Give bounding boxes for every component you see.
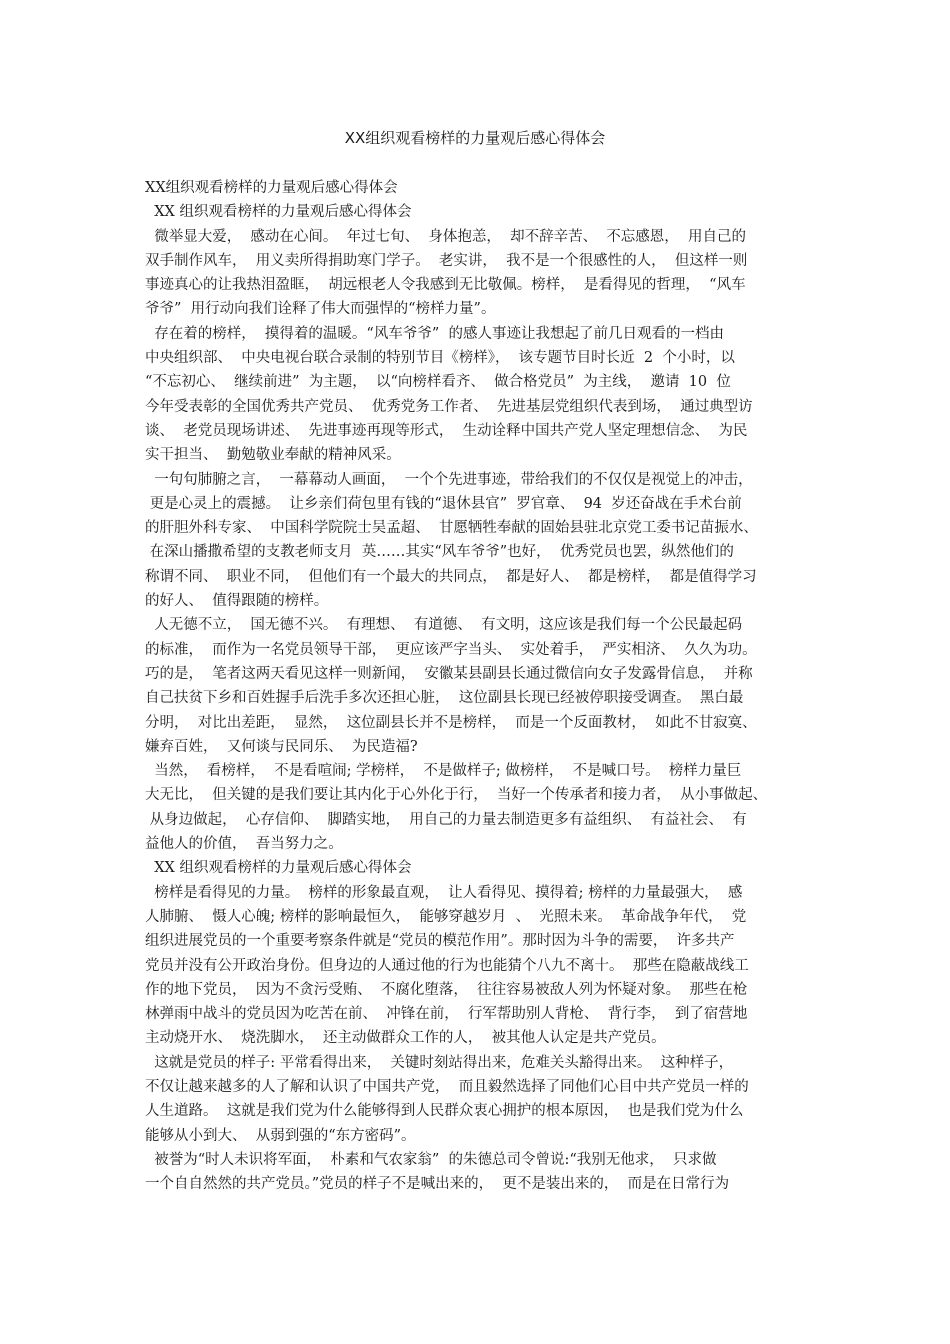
text-line: 的好人、 值得跟随的榜样。 [145,593,329,610]
text-line: XX 组织观看榜样的力量观后感心得体会 [145,860,412,877]
text-line: 中央组织部、 中央电视台联合录制的特别节目《榜样》， 该专题节目时长近 2 个小时，以 [145,350,735,367]
text-line: 大无比， 但关键的是我们要让其内化于心外化于行， 当好一个传承者和接力者， 从小事做起、 [145,787,768,804]
text-line: 这就是党员的样子: 平常看得出来， 关键时刻站得出来，危难关头豁得出来。 这种样子， [145,1054,734,1071]
text-line: XX 组织观看榜样的力量观后感心得体会 [145,204,412,221]
text-line: 组织进展党员的一个重要考察条件就是“党员的模范作用”。那时因为斗争的需要， 许多共产 [145,933,735,950]
text-line: 双手制作风车， 用义卖所得捐助寒门学子。 老实讲， 我不是一个很感性的人， 但这样一则 [145,252,748,269]
text-line: 巧的是， 笔者这两天看见这样一则新闻， 安徽某县副县长通过微信向女子发露骨信息， 并称 [145,665,753,682]
text-line: 被誉为“时人未识将军面， 朴素和气农家翁” 的朱德总司令曾说:“我别无他求， 只求做 [145,1151,717,1168]
text-line: 自己扶贫下乡和百姓握手后洗手多次还担心脏， 这位副县长现已经被停职接受调查。 黑白最 [145,690,744,707]
text-line: 林弹雨中战斗的党员因为吃苦在前、 冲锋在前， 行军帮助别人背枪、 背行李， 到了宿营地 [145,1006,748,1023]
text-line: 存在着的榜样， 摸得着的温暖。“风车爷爷” 的感人事迹让我想起了前几日观看的一档由 [145,325,724,342]
document-title: XX组织观看榜样的力量观后感心得体会 [344,129,606,147]
text-line: 实干担当、 勤勉敬业奉献的精神风采。 [145,447,401,464]
text-line: 能够从小到大、 从弱到强的“东方密码”。 [145,1127,416,1144]
text-line: 今年受表彰的全国优秀共产党员、 优秀党务工作者、 先进基层党组织代表到场， 通过典型访 [145,398,753,415]
text-line: 党员并没有公开政治身份。但身边的人通过他的行为也能猜个八九不离十。 那些在隐蔽战线工 [145,957,749,974]
text-line: 当然， 看榜样， 不是看喧闹; 学榜样， 不是做样子; 做榜样， 不是喊口号。 榜样力量巨 [145,763,742,780]
text-line: 分明， 对比出差距， 显然， 这位副县长并不是榜样， 而是一个反面教材， 如此不甘寂寞、 [145,714,757,731]
text-line: 榜样是看得见的力量。 榜样的形象最直观， 让人看得见、摸得着; 榜样的力量最强大， 感 [145,884,743,901]
text-line: 事迹真心的让我热泪盈眶， 胡远根老人令我感到无比敬佩。榜样， 是看得见的哲理， “风车 [145,277,746,294]
text-line: 作的地下党员， 因为不贪污受贿、 不腐化堕落， 往往容易被敌人列为怀疑对象。 那些在枪 [145,981,748,998]
text-line: 人无德不立， 国无德不兴。 有理想、 有道德、 有文明，这应该是我们每一个公民最起码 [145,617,743,634]
document-body [145,176,810,1196]
text-line: “不忘初心、 继续前进” 为主题， 以“向榜样看齐、 做合格党员” 为主线， 邀请 10 位 [145,374,731,391]
text-line: 益他人的价值， 吾当努力之。 [145,836,343,853]
text-line: 人生道路。 这就是我们党为什么能够得到人民群众衷心拥护的根本原因， 也是我们党为什么 [145,1103,744,1120]
text-line: 主动烧开水、 烧洗脚水， 还主动做群众工作的人， 被其他人认定是共产党员。 [145,1030,666,1047]
text-line: 谈、 老党员现场讲述、 先进事迹再现等形式， 生动诠释中国共产党人坚定理想信念、 为民 [145,422,748,439]
text-line: 嫌弃百姓， 又何谈与民同乐、 为民造福? [145,738,418,755]
text-line: 在深山播撒希望的支教老师支月 英……其实“风车爷爷”也好， 优秀党员也罢，纵然他们的 [145,544,734,561]
text-line: 的肝胆外科专家、 中国科学院院士吴孟超、 甘愿牺牲奉献的固始县驻北京党工委书记苗振水、 [145,520,758,537]
text-line: 微举显大爱， 感动在心间。 年过七旬、 身体抱恙， 却不辞辛苦、 不忘感恩， 用自己的 [145,228,747,245]
text-line: 更是心灵上的震撼。 让乡亲们荷包里有钱的“退休县官” 罗官章、 94 岁还奋战在手术台前 [145,495,742,512]
text-line: XX组织观看榜样的力量观后感心得体会 [145,180,398,196]
text-line: 的标准， 而作为一名党员领导干部， 更应该严字当头、 实处着手， 严实相济、 久久为功。 [145,641,757,658]
text-line: 人肺腑、 慑人心魄; 榜样的影响最恒久， 能够穿越岁月 、 光照未来。 革命战争年代， 党 [145,908,747,925]
text-line: 称谓不同、 职业不同， 但他们有一个最大的共同点， 都是好人、 都是榜样， 都是值得学习 [145,568,757,585]
text-line: 从身边做起， 心存信仰、 脚踏实地， 用自己的力量去制造更多有益组织、 有益社会、 有 [145,811,747,828]
text-line: 一个自自然然的共产党员。”党员的样子不是喊出来的， 更不是装出来的， 而是在日常行为 [145,1176,730,1193]
text-line: 爷爷” 用行动向我们诠释了伟大而强悍的“榜样力量”。 [145,301,496,318]
text-line: 一句句肺腑之言， 一幕幕动人画面， 一个个先进事迹，带给我们的不仅仅是视觉上的冲击， [145,471,753,488]
text-line: 不仅让越来越多的人了解和认识了中国共产党， 而且毅然选择了同他们心目中共产党员一样的 [145,1078,749,1095]
